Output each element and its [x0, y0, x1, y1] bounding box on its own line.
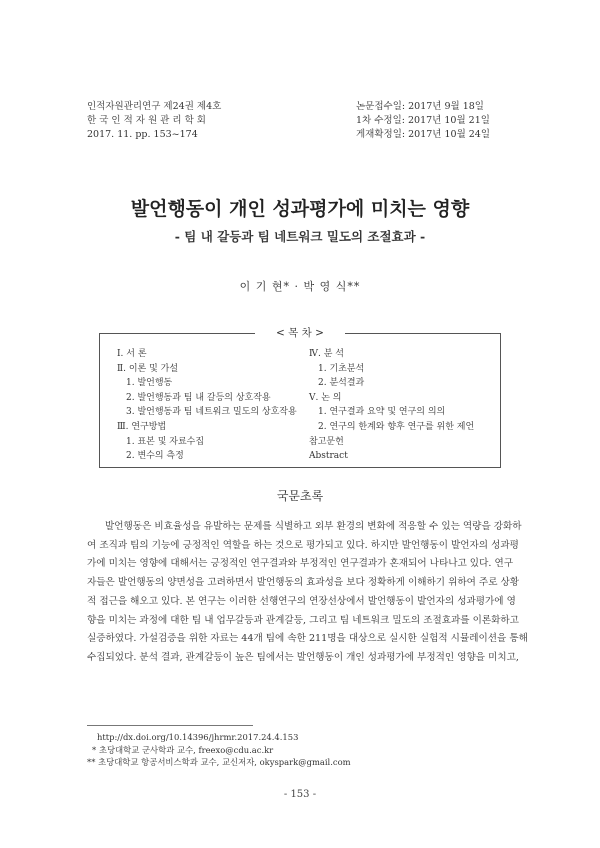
abstract-line: 자들은 발언행동의 양면성을 고려하면서 발언행동의 효과성을 보다 정확하게 이해하기 위하여 주로 상황	[87, 577, 520, 589]
issue-pages: 2017. 11. pp. 153~174	[87, 129, 198, 140]
toc-item: 2. 변수의 측정	[126, 451, 184, 462]
toc-item: Ⅱ. 이론 및 가설	[117, 363, 179, 374]
toc-item: 1. 발언행동	[126, 378, 173, 389]
toc-item: 참고문헌	[309, 436, 344, 447]
abstract-line: 발언행동은 비효율성을 유발하는 문제를 식별하고 외부 환경의 변화에 적응할 수 있는 역량을 강화하	[105, 521, 522, 532]
revised-date: 1차 수정일: 2017년 10월 21일	[356, 115, 490, 126]
toc-item: 3. 발언행동과 팀 네트워크 밀도의 상호작용	[126, 407, 297, 418]
accepted-date: 게재확정일: 2017년 10월 24일	[356, 129, 491, 140]
toc-item: 1. 연구결과 요약 및 연구의 의의	[318, 407, 446, 418]
footnote-rule	[87, 725, 253, 726]
author2-footnote: ** 초당대학교 항공서비스학과 교수, 교신저자, okyspark@gmail.com	[87, 757, 351, 767]
toc-item: 2. 연구의 한계와 향후 연구를 위한 제언	[318, 421, 475, 432]
journal-header-left	[87, 100, 221, 142]
toc-item: Ⅲ. 연구방법	[117, 421, 167, 432]
toc-right-column	[309, 347, 474, 464]
footnotes	[87, 731, 351, 769]
abstract-title: 국문초록	[276, 489, 324, 503]
abstract-line: 가에 미치는 영향에 대해서는 긍정적인 연구결과와 부정적인 연구결과가 혼재되어 나타나고 있다. 연구	[87, 558, 513, 570]
toc-title: < 목 차 >	[255, 325, 345, 340]
doi-link[interactable]: http://dx.doi.org/10.14396/jhrmr.2017.24.4.153	[97, 732, 299, 742]
toc-item: 1. 기초분석	[318, 363, 365, 374]
society-name: 한 국 인 적 자 원 관 리 학 회	[87, 115, 206, 126]
toc-item: Abstract	[309, 451, 348, 462]
toc-item: 1. 표본 및 자료수집	[126, 436, 205, 447]
abstract-line: 여 조직과 팀의 기능에 긍정적인 역할을 하는 것으로 평가되고 있다. 하지만 발언행동이 발언자의 성과평	[87, 539, 519, 551]
toc-item: 2. 분석결과	[318, 378, 365, 389]
abstract-body	[87, 518, 528, 668]
toc-item: Ⅰ. 서 론	[117, 349, 147, 359]
paper-title: 발언행동이 개인 성과평가에 미치는 영향	[130, 198, 470, 220]
abstract-line: 향을 미치는 과정에 대한 팀 내 업무갈등과 관계갈등, 그리고 팀 네트워크 밀도의 조절효과를 이론화하고	[87, 614, 519, 626]
author-line: 이 기 현* · 박 영 식**	[239, 280, 361, 293]
journal-name: 인적자원관리연구 제24권 제4호	[87, 101, 222, 112]
abstract-line: 실증하였다. 가설검증을 위한 자료는 44개 팀에 속한 211명을 대상으로 실시한 실험적 시뮬레이션을 통해	[87, 633, 528, 645]
toc-item: Ⅴ. 논 의	[309, 392, 342, 403]
page-number: - 153 -	[283, 789, 317, 800]
toc-item: 2. 발언행동과 팀 내 갈등의 상호작용	[126, 392, 271, 403]
abstract-line: 적 접근을 해오고 있다. 본 연구는 이러한 선행연구의 연장선상에서 발언행동이 발언자의 성과평가에 영	[87, 595, 516, 607]
author1-footnote: * 초당대학교 군사학과 교수, freexo@cdu.ac.kr	[92, 744, 274, 755]
paper-subtitle: - 팀 내 갈등과 팀 네트워크 밀도의 조절효과 -	[174, 229, 426, 244]
abstract-line: 수집되었다. 분석 결과, 관계갈등이 높은 팀에서는 발언행동이 개인 성과평가에 부정적인 영향을 미치고,	[87, 651, 519, 663]
toc-left-column	[117, 347, 297, 464]
received-date: 논문접수일: 2017년 9월 18일	[356, 101, 484, 112]
toc-item: Ⅳ. 분 석	[309, 349, 344, 359]
journal-header-right	[356, 100, 490, 142]
